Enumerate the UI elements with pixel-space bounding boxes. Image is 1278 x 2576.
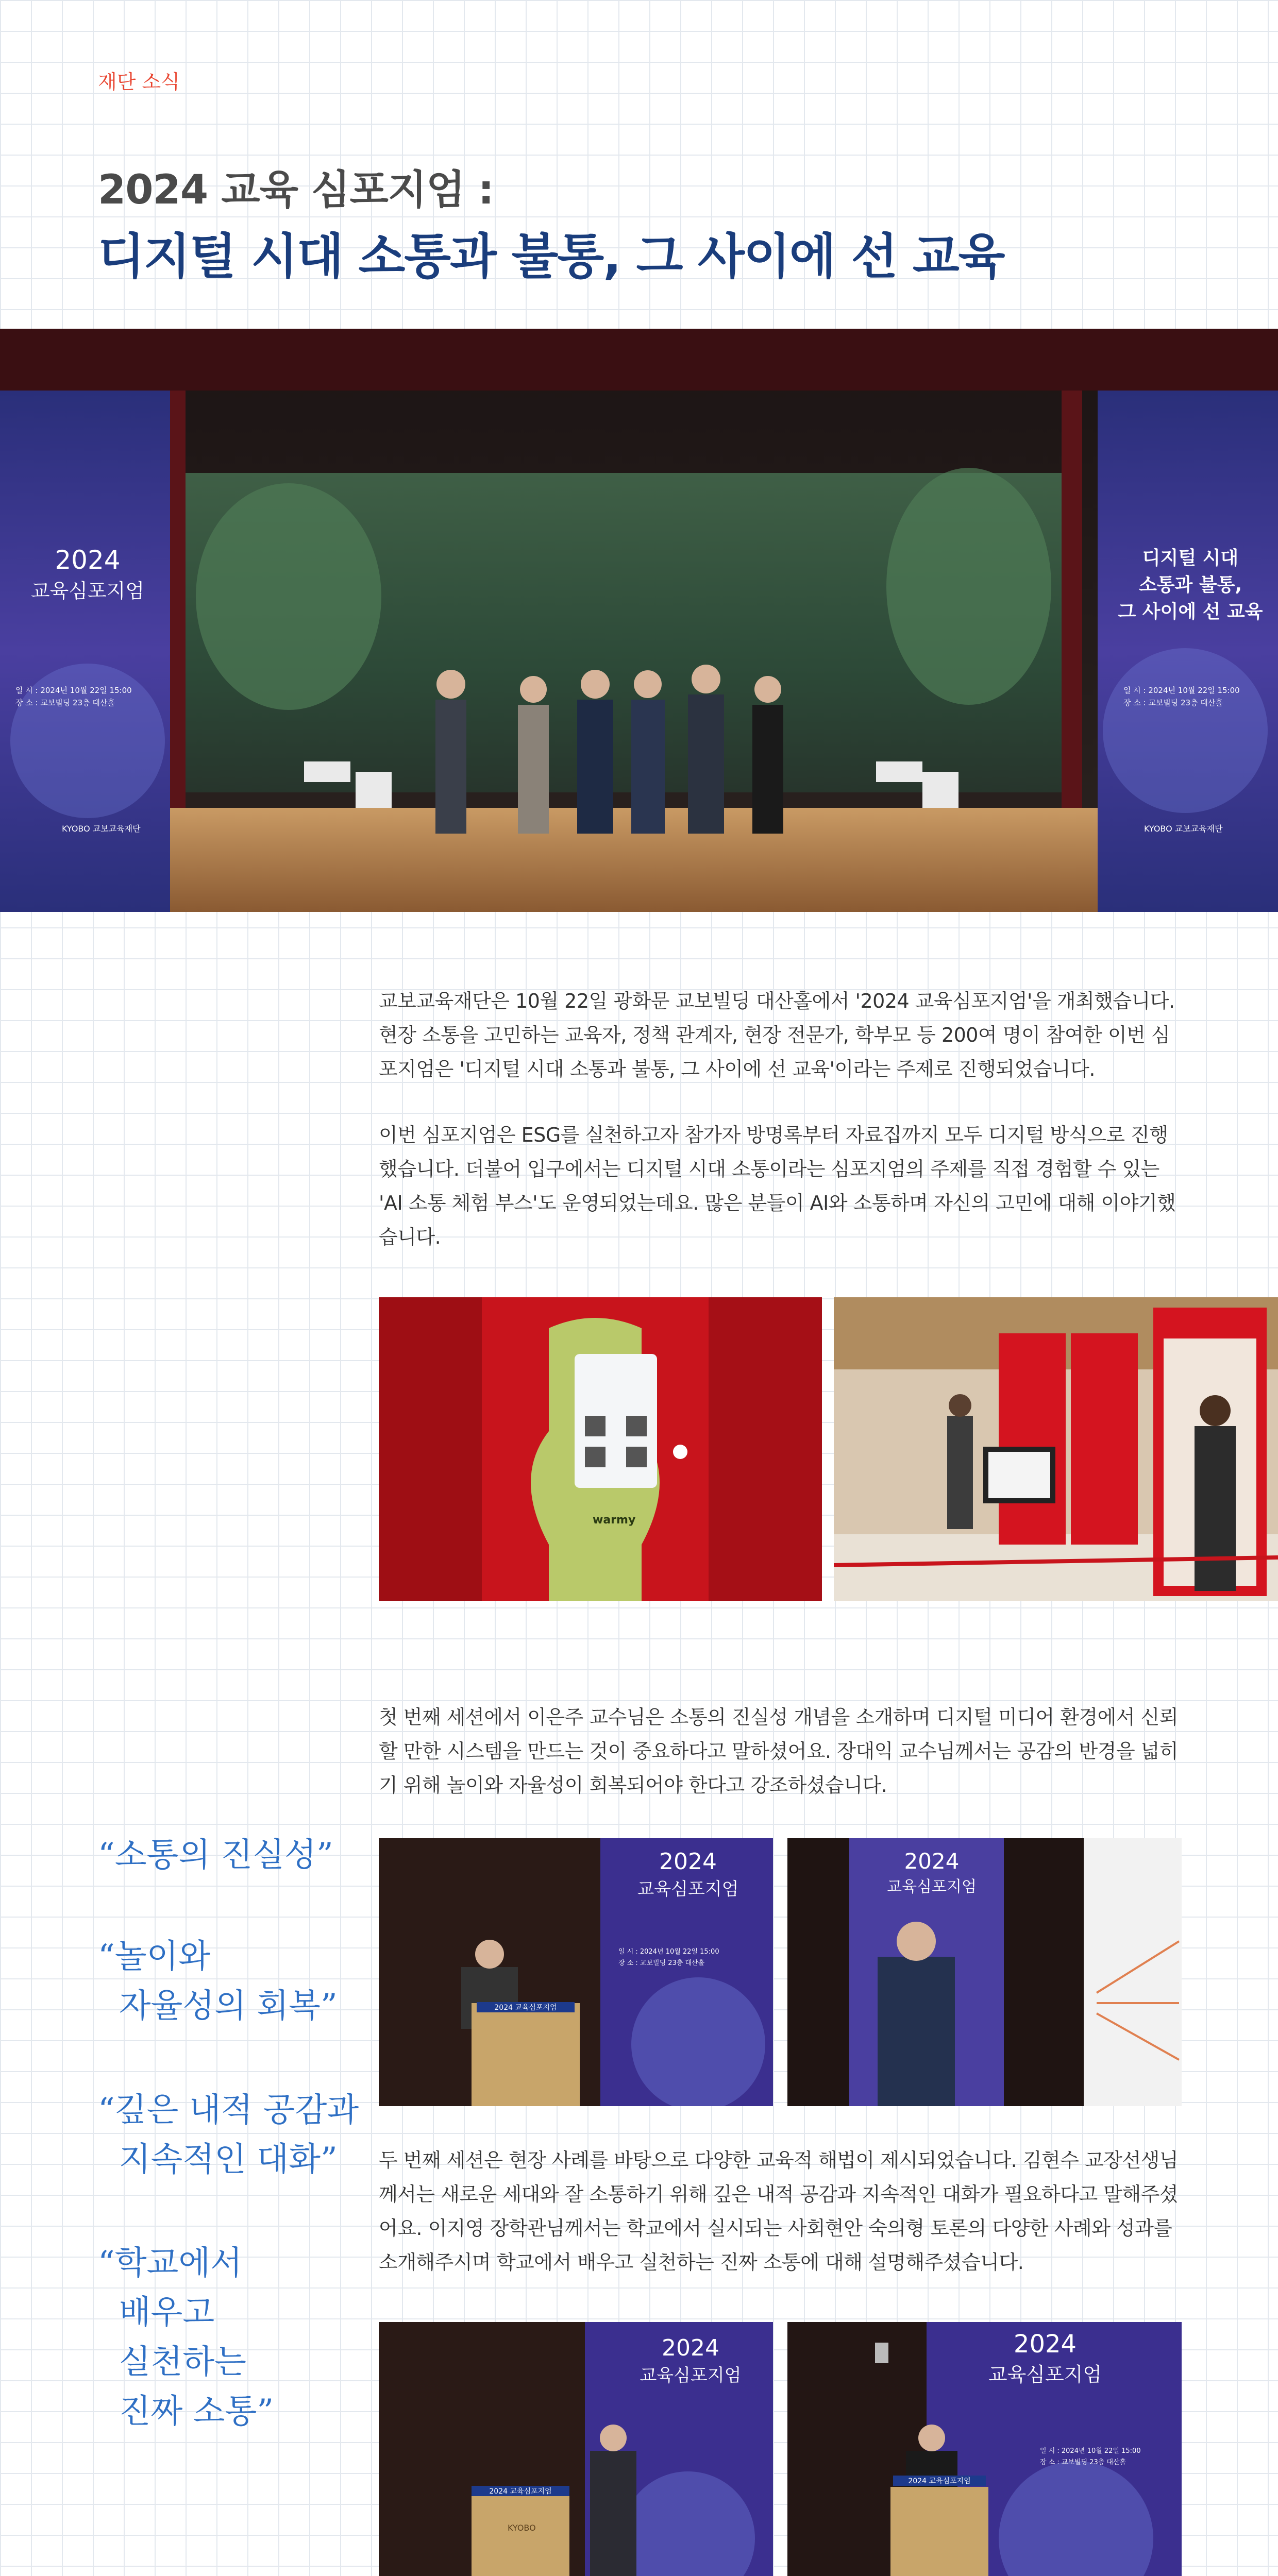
title-line-2: 디지털 시대 소통과 불통, 그 사이에 선 교육 [98,229,1004,285]
hero-banner-place-right: 장 소 : 교보빌딩 23층 대산홀 [1123,698,1223,707]
photo-booth-hallway [834,1297,1278,1601]
speaker-3-podium-label: 2024 교육심포지엄 [472,2486,569,2496]
quote-deep-empathy: “깊은 내적 공감과 지속적인 대화” [98,2091,359,2179]
intro-paragraph-1: 교보교육재단은 10월 22일 광화문 교보빌딩 대산홀에서 '2024 교육심포지엄'을 개최했습니다. 현장 소통을 고민하는 교육자, 정책 관계자, 현장 전문가, 학부모 등 200여 명이 참여한 이번 심포지엄은 '디지털 시대 소통과 불통, 그 사이에 선 교육'이라는 주제로 진행되었습니다. [379,990,1175,1080]
hero-banner-org-right: KYOBO 교보교육재단 [1144,824,1223,834]
speaker-4-banner-year: 2024 [1013,2330,1077,2359]
speaker-4-banner-place: 장 소 : 교보빌딩 23층 대산홀 [1040,2459,1126,2466]
photo-ai-booth [379,1297,822,1601]
hero-banner-year: 2024 [55,545,121,575]
hero-banner-theme-1: 디지털 시대 [1142,548,1239,569]
title-line-1: 2024 교육 심포지엄 : [98,167,494,213]
quote-real-communication: “학교에서 배우고 실천하는 진짜 소통” [98,2244,274,2431]
hero-banner-theme-3: 그 사이에 선 교육 [1118,601,1263,622]
speaker-4-podium-label: 2024 교육심포지엄 [893,2476,986,2486]
speaker-2-banner-year: 2024 [904,1849,960,1874]
speaker-1-banner-date: 일 시 : 2024년 10월 22일 15:00 [618,1948,719,1956]
photo-speaker-2 [787,1838,1182,2106]
speaker-3-banner-year: 2024 [662,2335,719,2361]
intro-paragraph-2: 이번 심포지엄은 ESG를 실천하고자 참가자 방명록부터 자료집까지 모두 디지털 방식으로 진행했습니다. 더불어 입구에서는 디지털 시대 소통이라는 심포지엄의 주제를 직접 경험할 수 있는 'AI 소통 체험 부스'도 운영되었는데요. 많은 분들이 AI와 소통하며 자신의 고민에 대해 이야기했습니다. [379,1124,1176,1248]
speaker-1-banner-year: 2024 [659,1849,717,1875]
hero-banner-date: 일 시 : 2024년 10월 22일 15:00 [15,686,132,695]
quote-authenticity: “소통의 진실성” [98,1836,333,1874]
speaker-3-banner-event: 교육심포지엄 [640,2365,742,2386]
speaker-1-podium-label: 2024 교육심포지엄 [477,2002,575,2012]
speaker-4-banner-event: 교육심포지엄 [988,2363,1102,2386]
speaker-2-banner-event: 교육심포지엄 [887,1878,977,1896]
session-1-paragraph: 첫 번째 세션에서 이은주 교수님은 소통의 진실성 개념을 소개하며 디지털 미디어 환경에서 신뢰할 만한 시스템을 만드는 것이 중요하다고 말하셨어요. 장대익 교수님께서는 공감의 반경을 넓히기 위해 놀이와 자율성이 회복되어야 한다고 강조하셨습니다. [379,1706,1179,1797]
hero-photo-stage [0,329,1278,912]
speaker-4-banner-date: 일 시 : 2024년 10월 22일 15:00 [1040,2447,1141,2455]
hero-banner-theme-2: 소통과 불통, [1138,574,1242,596]
speaker-1-banner-place: 장 소 : 교보빌딩 23층 대산홀 [618,1959,705,1967]
photo-speaker-4 [787,2322,1182,2576]
speaker-1-banner-event: 교육심포지엄 [637,1879,739,1900]
session-2-paragraph: 두 번째 세션은 현장 사례를 바탕으로 다양한 교육적 해법이 제시되었습니다. 김현수 교장선생님께서는 새로운 세대와 잘 소통하기 위해 깊은 내적 공감과 지속적인 대화가 필요하다고 말해주셨어요. 이지영 장학관님께서는 학교에서 실시되는 사회현안 숙의형 토론의 다양한 사례와 성과를 소개해주시며 학교에서 배우고 실천하는 진짜 소통에 대해 설명해주셨습니다. [379,2149,1179,2274]
booth-brand: warmy [593,1514,636,1527]
hero-banner-place: 장 소 : 교보빌딩 23층 대산홀 [15,698,115,707]
hero-banner-event: 교육심포지엄 [30,580,145,602]
hero-banner-org: KYOBO 교보교육재단 [62,824,141,834]
photo-speaker-1 [379,1838,773,2106]
photo-speaker-3 [379,2322,773,2576]
quote-play-autonomy: “놀이와 자율성의 회복” [98,1938,338,2025]
speaker-3-podium-brand: KYOBO [508,2523,536,2533]
hero-banner-date-right: 일 시 : 2024년 10월 22일 15:00 [1123,686,1240,695]
category-label: 재단 소식 [98,71,180,93]
